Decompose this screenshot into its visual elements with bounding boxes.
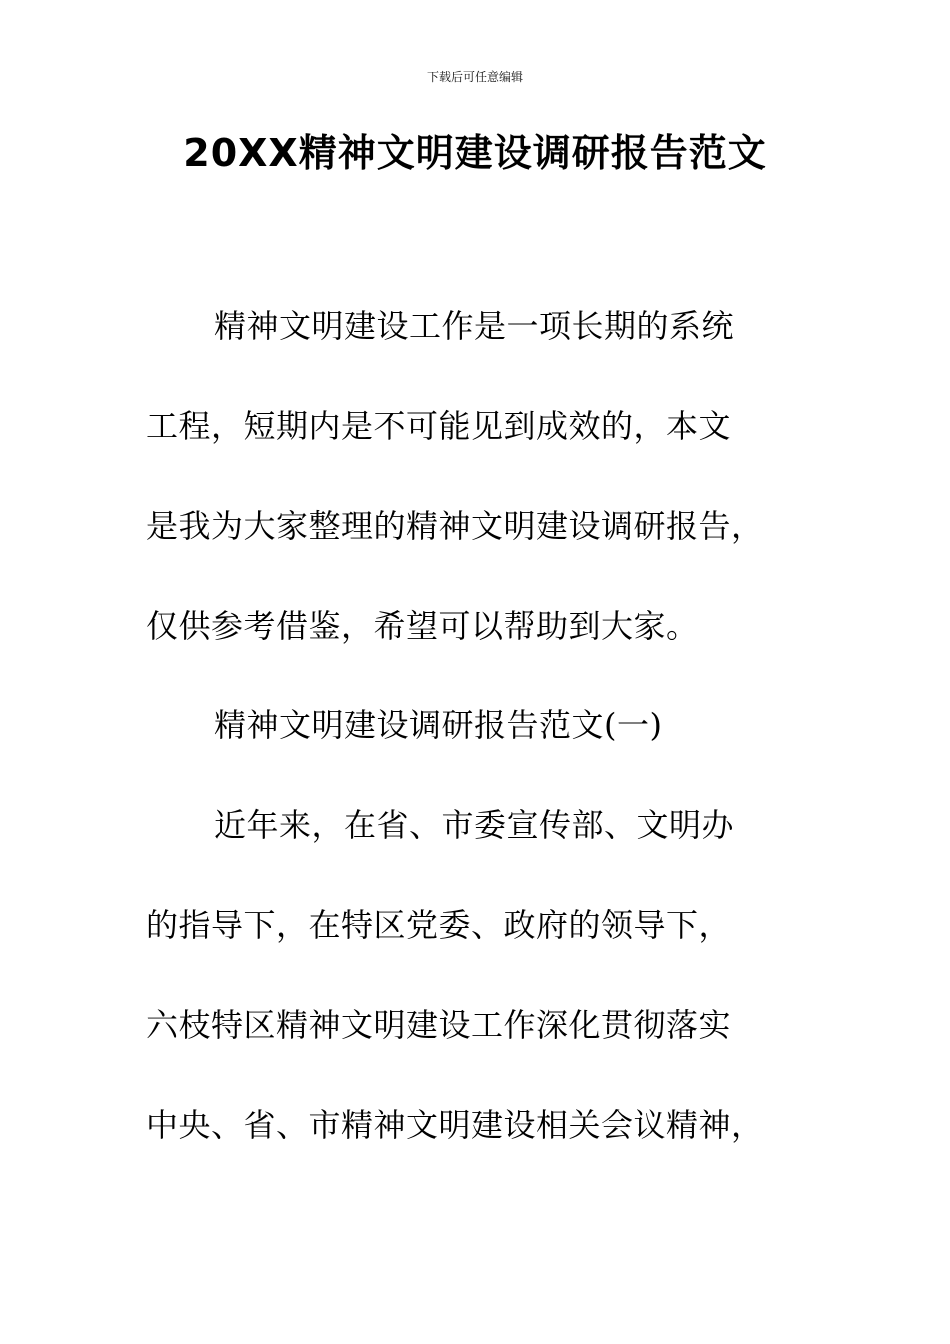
section-heading: 精神文明建设调研报告范文(一) bbox=[214, 706, 663, 744]
paragraph-line: 六枝特区精神文明建设工作深化贯彻落实 bbox=[146, 1006, 732, 1044]
paragraph-line: 精神文明建设工作是一项长期的系统 bbox=[214, 307, 735, 345]
paragraph-line: 是我为大家整理的精神文明建设调研报告， bbox=[146, 507, 764, 545]
paragraph-line: 工程，短期内是不可能见到成效的，本文 bbox=[146, 407, 732, 445]
paragraph-line: 中央、省、市精神文明建设相关会议精神， bbox=[146, 1106, 764, 1144]
paragraph-line: 的指导下，在特区党委、政府的领导下， bbox=[146, 906, 732, 944]
paragraph-line: 仅供参考借鉴，希望可以帮助到大家。 bbox=[146, 607, 699, 645]
paragraph-line: 近年来，在省、市委宣传部、文明办 bbox=[214, 806, 735, 844]
header-note: 下载后可任意编辑 bbox=[426, 70, 523, 84]
document-title: 20XX精神文明建设调研报告范文 bbox=[183, 131, 767, 175]
